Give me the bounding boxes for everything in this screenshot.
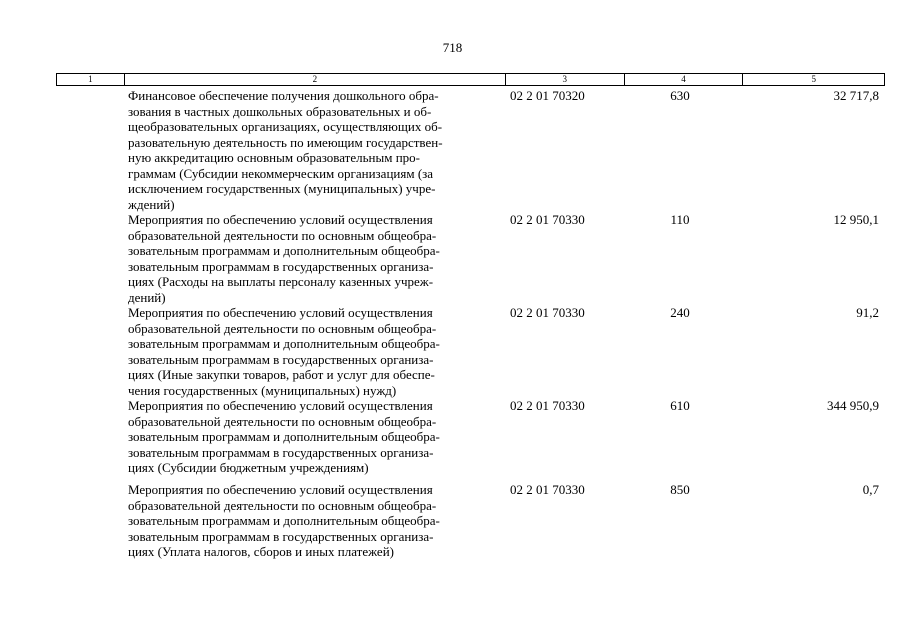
header-col-1: 1 [57,74,125,85]
row-code: 02 2 01 70330 [510,398,585,413]
row-description: Мероприятия по обеспечению условий осуществления образовательной деятельности по основным общеобра- зовательным программам и дополнительным общеобра- зовательным программам в государственных организа- циях (Иные закупки товаров, работ и услуг для обеспе- чения государственных (муниципальных) нужд) [128,305,440,398]
row-expense-type: 610 [670,398,690,413]
row-expense-type: 850 [670,482,690,497]
table-row [0,88,905,212]
row-code: 02 2 01 70330 [510,212,585,227]
table-row [0,212,905,305]
row-code: 02 2 01 70330 [510,305,585,320]
row-amount: 91,2 [856,305,879,320]
header-col-4: 4 [625,74,744,85]
table-row [0,398,905,482]
header-col-3: 3 [506,74,625,85]
row-code: 02 2 01 70320 [510,88,585,103]
table-row [0,305,905,398]
row-expense-type: 630 [670,88,690,103]
row-amount: 0,7 [862,482,879,497]
row-amount: 12 950,1 [833,212,879,227]
row-code: 02 2 01 70330 [510,482,585,497]
row-expense-type: 240 [670,305,690,320]
header-col-2: 2 [125,74,506,85]
header-col-5: 5 [811,74,816,84]
page-number: 718 [442,40,463,55]
row-description: Мероприятия по обеспечению условий осуществления образовательной деятельности по основным общеобра- зовательным программам и дополнительным общеобра- зовательным программам в государственных организа- циях (Уплата налогов, сборов и иных платежей) [128,482,440,559]
row-amount: 32 717,8 [833,88,879,103]
table-row [0,482,905,566]
row-description: Мероприятия по обеспечению условий осуществления образовательной деятельности по основным общеобра- зовательным программам и дополнительным общеобра- зовательным программам в государственных организа- циях (Субсидии бюджетным учреждениям) [128,398,440,475]
row-expense-type: 110 [670,212,690,227]
table-header [56,73,885,86]
row-description: Финансовое обеспечение получения дошкольного обра- зования в частных дошкольных образовательных и об- щеобразовательных организациях, осуществляющих об- разовательную деятельность по имеющим государствен- ную аккредитацию основным образовательным про- граммам (Субсидии некоммерческим организациям (за исключением государственных (муниципальных) учре- ждений) [128,88,443,212]
row-amount: 344 950,9 [827,398,879,413]
table-body [0,88,905,566]
row-description: Мероприятия по обеспечению условий осуществления образовательной деятельности по основным общеобра- зовательным программам и дополнительным общеобра- зовательным программам в государственных организа- циях (Расходы на выплаты персоналу казенных учреж- дений) [128,212,440,305]
